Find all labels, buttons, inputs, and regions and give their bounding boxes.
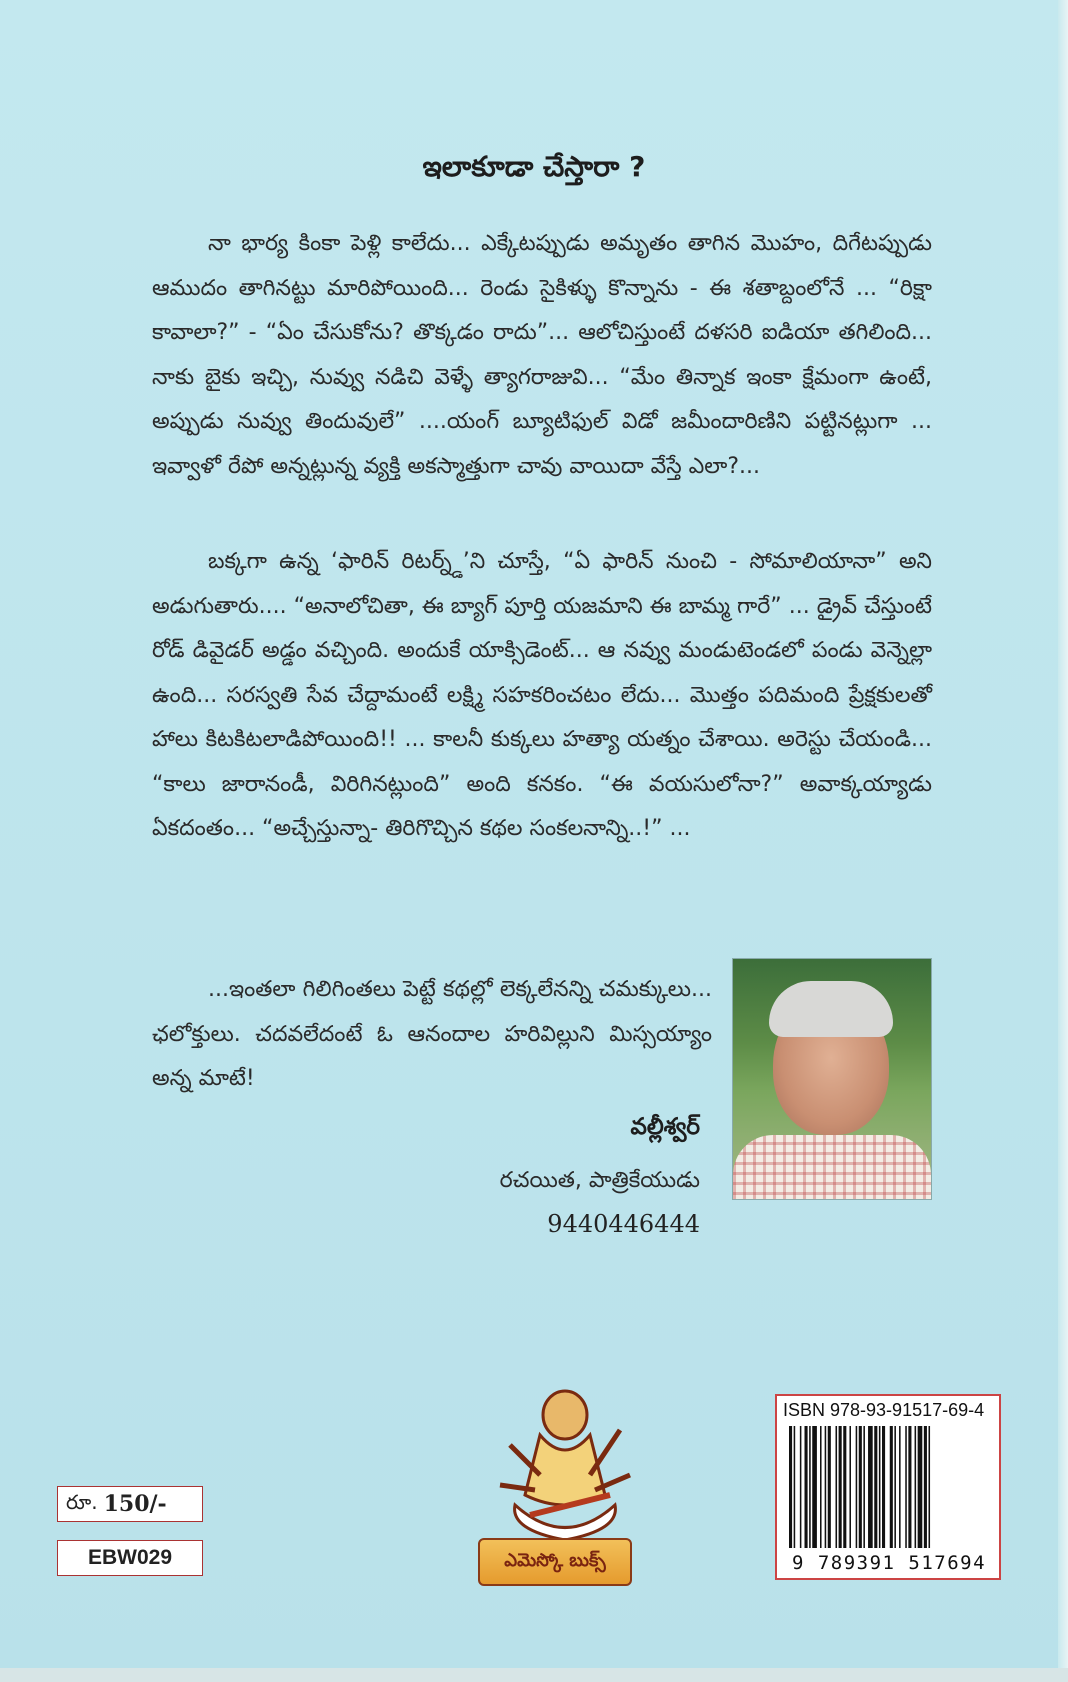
isbn-barcode-box xyxy=(775,1394,1001,1580)
author-photo xyxy=(732,958,932,1200)
blurb-paragraph-3 xyxy=(152,968,712,1102)
barcode-digits: 9 789391 517694 xyxy=(791,1552,987,1574)
cover-edge xyxy=(1058,0,1068,1682)
blurb-title: ఇలాకూడా చేస్తారా ? xyxy=(422,150,646,183)
price-box xyxy=(57,1486,203,1522)
author-hair xyxy=(769,981,893,1037)
author-role: రచయిత, పాత్రికేయుడు xyxy=(499,1168,700,1193)
paragraph-text: ...ఇంతలా గిలిగింతలు పెట్టే కథల్లో లెక్కలేనన్ని చమక్కులు... ఛలోక్తులు. చదవలేదంటే ఓ ఆనందాల హరివిల్లుని మిస్సయ్యాం అన్న మాటే! xyxy=(152,977,712,1091)
author-phone: 9440446444 xyxy=(547,1210,700,1238)
price-amount: 150/- xyxy=(103,1491,167,1517)
isbn-label: ISBN 978-93-91517-69-4 xyxy=(783,1400,985,1420)
author-shirt xyxy=(733,1135,931,1200)
author-name: వల్లీశ్వర్ xyxy=(630,1114,700,1140)
catalog-code: EBW029 xyxy=(57,1540,203,1576)
bottom-edge xyxy=(0,1668,1068,1682)
blurb-paragraph-2 xyxy=(152,540,932,852)
barcode-icon xyxy=(789,1426,989,1548)
paragraph-text: బక్కగా ఉన్న ‘ఫారిన్ రిటర్న్డ్’ని చూస్తే, “ఏ ఫారిన్ నుంచి - సోమాలియానా” అని అడుగుతారు.... “అనాలోచితా, ఈ బ్యాగ్ పూర్తి యజమాని ఈ బామ్మ గారే” ... డ్రైవ్ చేస్తుంటే రోడ్ డివైడర్ అడ్డం వచ్చింది. అందుకే యాక్సిడెంట్... ఆ నవ్వు మండుటెండలో పండు వెన్నెల్లా ఉంది... సరస్వతి సేవ చేద్దామంటే లక్ష్మి సహకరించటం లేదు... మొత్తం పదిమంది ప్రేక్షకులతో హాలు కిటకిటలాడిపోయింది!! ... కాలనీ కుక్కలు హత్యా యత్నం చేశాయి. అరెస్టు చేయండి... “కాలు జారానండీ, విరిగినట్లుంది” అంది కనకం. “ఈ వయసులోనా?” అవాక్కయ్యాడు ఏకదంతం... “అచ్చేస్తున్నా- తిరిగొచ్చిన కథల సంకలనాన్ని..!” ... xyxy=(152,549,932,841)
price-currency: రూ. xyxy=(66,1489,98,1514)
blurb-paragraph-1 xyxy=(152,222,932,489)
publisher-name: ఎమెస్కో బుక్స్ xyxy=(478,1538,632,1586)
paragraph-text: నా భార్య కింకా పెళ్లి కాలేదు... ఎక్కేటప్పుడు అమృతం తాగిన మొహం, దిగేటప్పుడు ఆముదం తాగినట్టు మారిపోయింది... రెండు సైకిళ్ళు కొన్నాను - ఈ శతాబ్దంలోనే ... “రిక్షా కావాలా?” - “ఏం చేసుకోను? తొక్కడం రాదు”... ఆలోచిస్తుంటే దళసరి ఐడియా తగిలింది... నాకు బైకు ఇచ్చి, నువ్వు నడిచి వెళ్ళే త్యాగరాజువి... “మేం తిన్నాక ఇంకా క్షేమంగా ఉంటే, అప్పుడు నువ్వు తిందువులే” ....యంగ్ బ్యూటిఫుల్ విడో జమీందారిణిని పట్టినట్లుగా ... ఇవ్వాళో రేపో అన్నట్లున్న వ్యక్తి అకస్మాత్తుగా చావు వాయిదా వేస్తే ఎలా?... xyxy=(152,231,932,479)
